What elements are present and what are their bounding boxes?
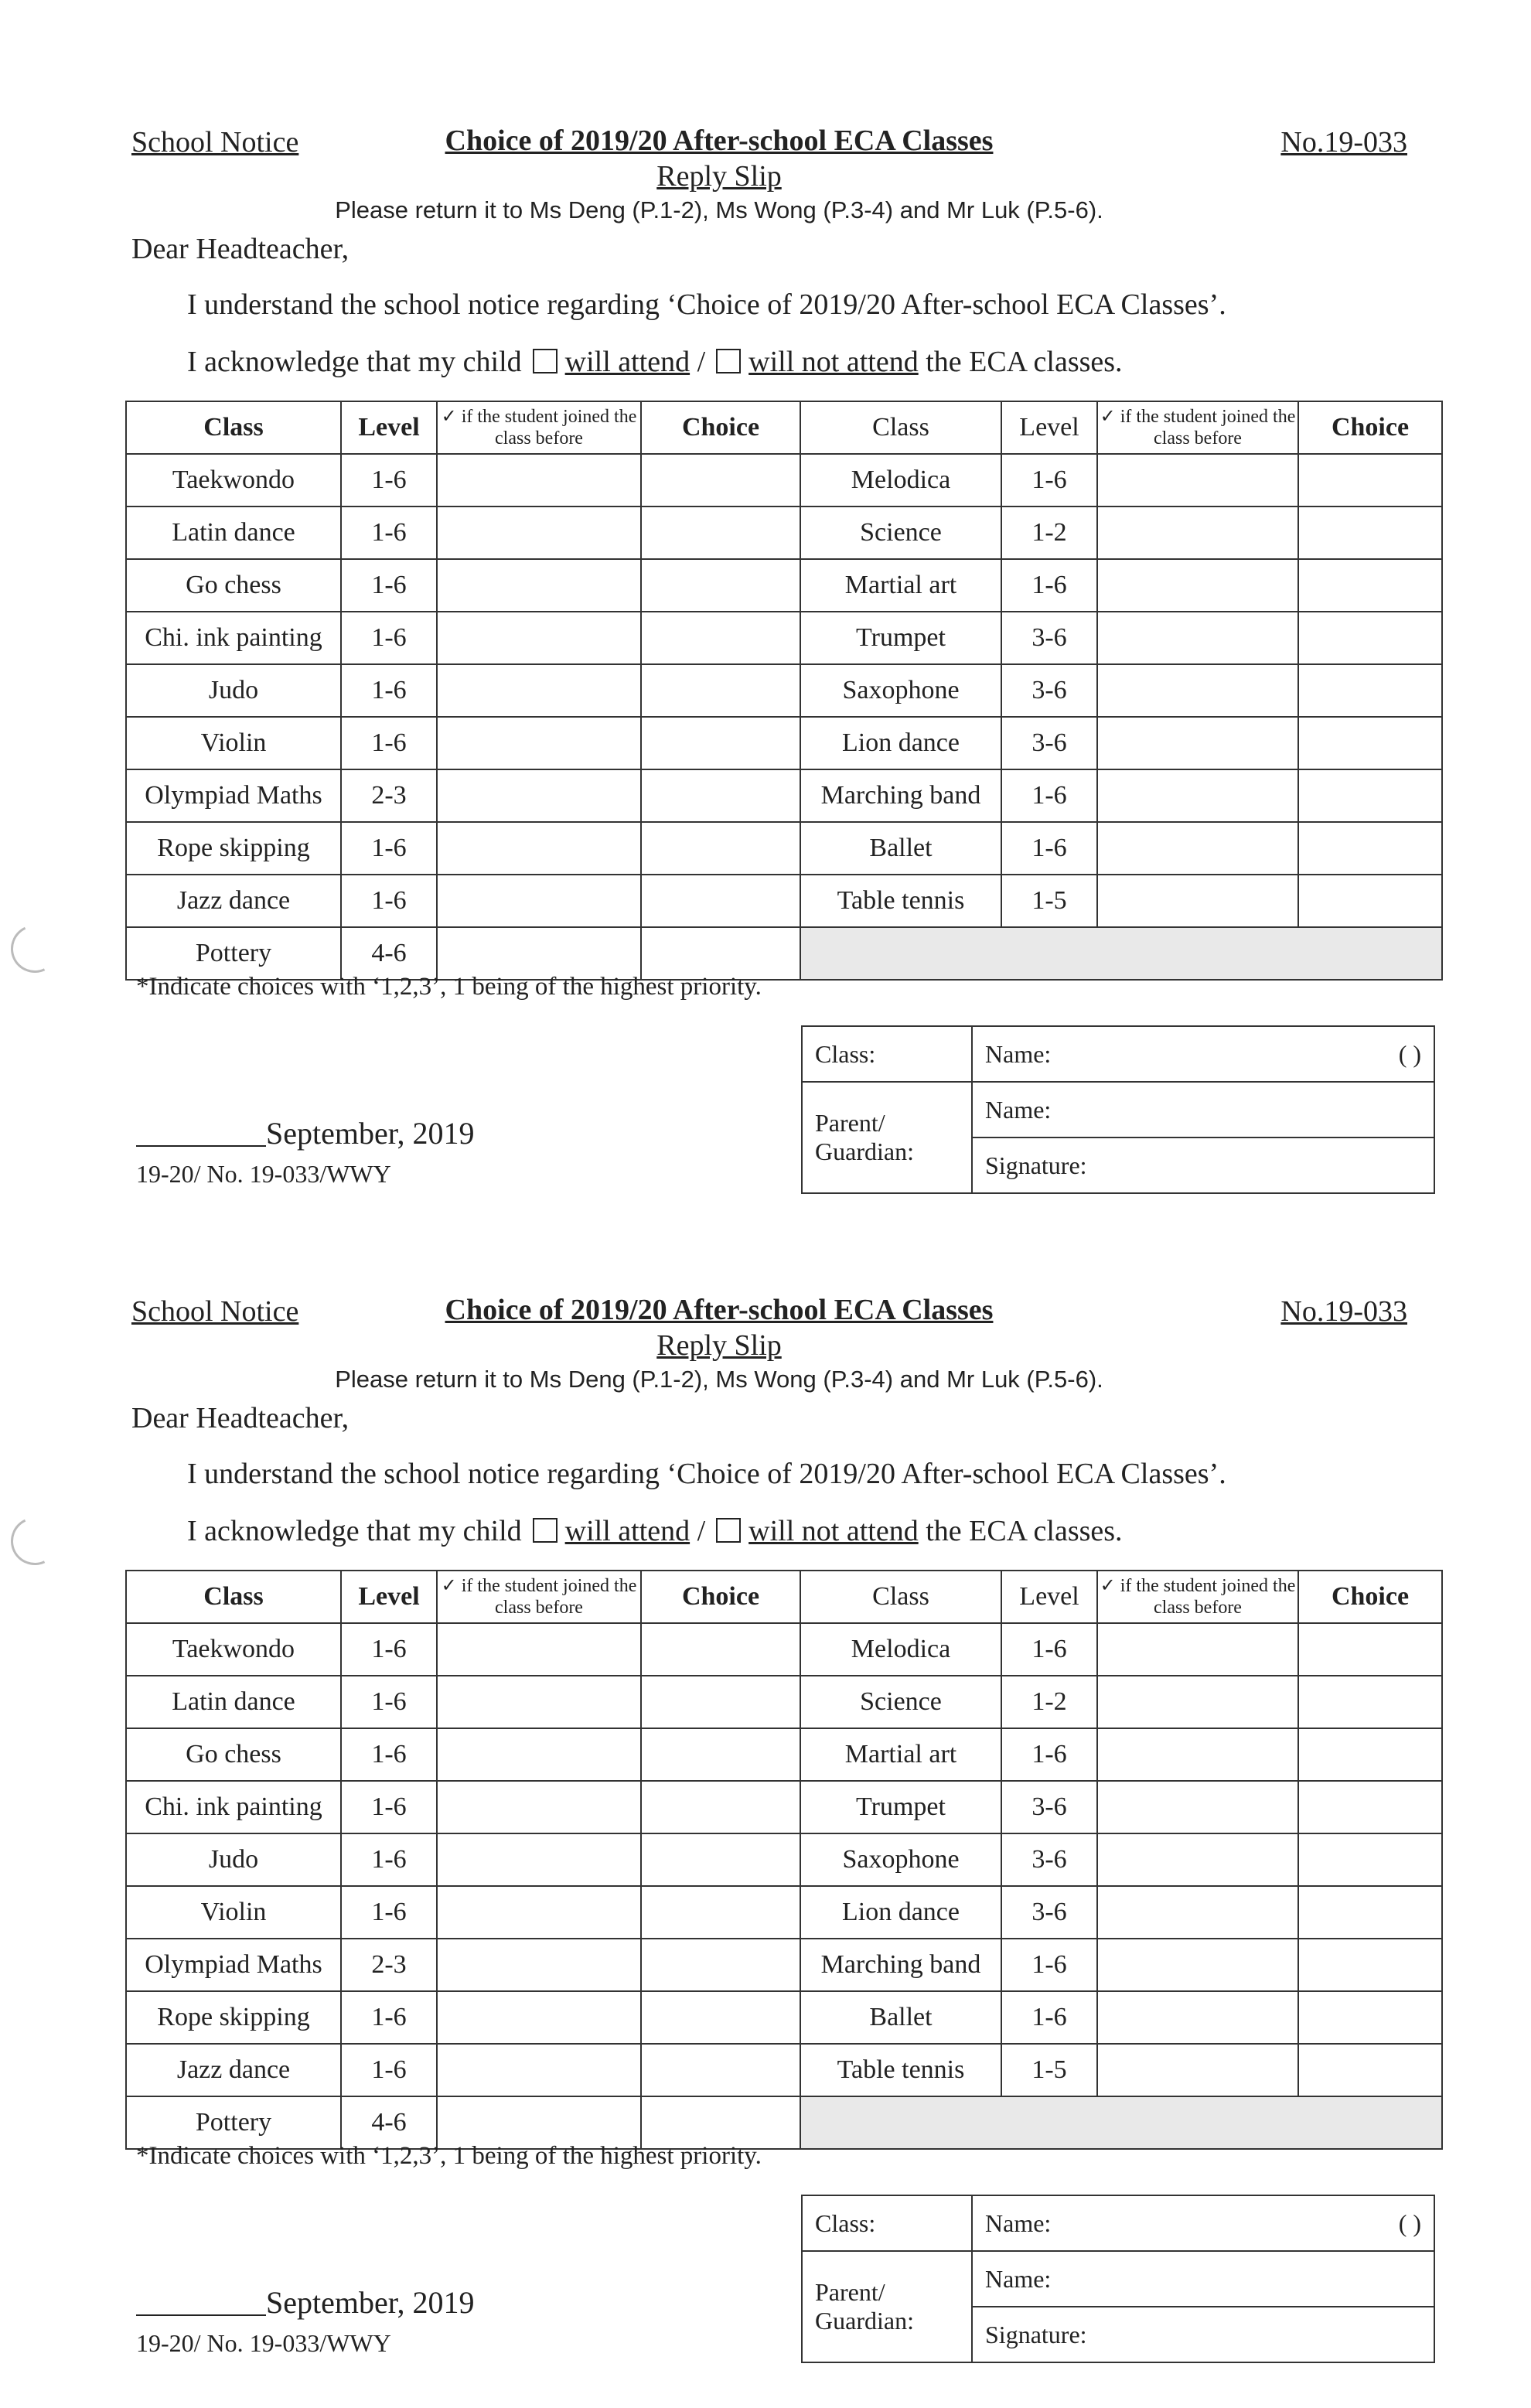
choice-cell[interactable]	[1298, 2044, 1442, 2096]
joined-before-cell[interactable]	[437, 927, 641, 980]
acknowledge-prefix: I acknowledge that my child	[187, 1515, 522, 1547]
choice-cell[interactable]	[641, 506, 800, 559]
choice-cell[interactable]	[1298, 1728, 1442, 1781]
table-row	[126, 927, 1442, 980]
level-cell: 3-6	[1001, 1833, 1097, 1886]
level-cell: 1-6	[1001, 1939, 1097, 1991]
header-joined-before: ✓ if the student joined the class before	[437, 401, 641, 454]
joined-before-cell[interactable]	[437, 717, 641, 769]
student-name-label: Name:	[985, 1039, 1052, 1068]
level-cell: 1-5	[1001, 2044, 1097, 2096]
class-name-cell: Martial art	[800, 1728, 1001, 1781]
priority-note	[136, 2142, 762, 2171]
table-row	[126, 559, 1442, 612]
choice-cell[interactable]	[1298, 769, 1442, 822]
class-name-cell: Judo	[126, 1833, 341, 1886]
acknowledge-prefix: I acknowledge that my child	[187, 346, 522, 378]
level-cell: 1-6	[341, 717, 437, 769]
header-level: Level	[341, 401, 437, 454]
choice-cell[interactable]	[1298, 1676, 1442, 1728]
joined-before-cell[interactable]	[1097, 454, 1298, 506]
joined-before-cell[interactable]	[1097, 2044, 1298, 2096]
class-name-cell: Jazz dance	[126, 2044, 341, 2096]
choice-cell[interactable]	[1298, 506, 1442, 559]
table-row	[126, 664, 1442, 717]
header-choice: Choice	[641, 1571, 800, 1623]
level-cell: 1-6	[1001, 454, 1097, 506]
class-name-cell: Ballet	[800, 822, 1001, 875]
table-row	[126, 506, 1442, 559]
level-cell: 1-6	[341, 559, 437, 612]
level-cell: 1-6	[341, 2044, 437, 2096]
choice-cell[interactable]	[1298, 1886, 1442, 1939]
level-cell: 3-6	[1001, 1886, 1097, 1939]
table-row	[126, 1833, 1442, 1886]
class-name-cell: Jazz dance	[126, 875, 341, 927]
reply-slip-subtitle: Reply Slip	[656, 1329, 782, 1362]
table-row	[126, 1676, 1442, 1728]
class-name-cell: Saxophone	[800, 1833, 1001, 1886]
empty-shaded-cell	[800, 927, 1442, 980]
header-choice: Choice	[641, 401, 800, 454]
choice-cell[interactable]	[641, 717, 800, 769]
level-cell: 2-3	[341, 1939, 437, 1991]
class-name-cell: Violin	[126, 717, 341, 769]
joined-before-cell[interactable]	[437, 1939, 641, 1991]
table-row	[126, 1623, 1442, 1676]
joined-before-cell[interactable]	[1097, 1781, 1298, 1833]
choice-cell[interactable]	[641, 454, 800, 506]
will-attend-label: will attend	[564, 1515, 690, 1547]
class-name-cell: Taekwondo	[126, 1623, 341, 1676]
level-cell: 4-6	[341, 927, 437, 980]
signature-field[interactable]	[972, 2307, 1434, 2362]
choice-cell[interactable]	[641, 769, 800, 822]
class-name-cell: Trumpet	[800, 1781, 1001, 1833]
date-line	[136, 1115, 474, 1151]
joined-before-cell[interactable]	[437, 1781, 641, 1833]
choice-cell[interactable]	[641, 2044, 800, 2096]
understanding-statement: I understand the school notice regarding ‘Choice of 2019/20 After-school ECA Classes’.	[187, 1458, 1226, 1490]
table-row	[126, 454, 1442, 506]
joined-before-cell[interactable]	[1097, 1939, 1298, 1991]
level-cell: 2-3	[341, 769, 437, 822]
joined-before-cell[interactable]	[437, 506, 641, 559]
joined-before-cell[interactable]	[437, 822, 641, 875]
choice-cell[interactable]	[1298, 1833, 1442, 1886]
joined-before-cell[interactable]	[437, 769, 641, 822]
acknowledgement-statement	[187, 1514, 1123, 1548]
joined-before-cell[interactable]	[437, 454, 641, 506]
header-choice: Choice	[1298, 1571, 1442, 1623]
date-blank[interactable]	[136, 2287, 266, 2316]
table-row	[126, 769, 1442, 822]
understanding-statement: I understand the school notice regarding ‘Choice of 2019/20 After-school ECA Classes’.	[187, 288, 1226, 321]
level-cell: 1-2	[1001, 1676, 1097, 1728]
joined-before-cell[interactable]	[1097, 506, 1298, 559]
level-cell: 1-6	[1001, 769, 1097, 822]
class-name-cell: Olympiad Maths	[126, 1939, 341, 1991]
choice-cell[interactable]	[1298, 1623, 1442, 1676]
header-joined-before: ✓ if the student joined the class before	[437, 1571, 641, 1623]
header-joined-before: ✓ if the student joined the class before	[1097, 1571, 1298, 1623]
joined-before-cell[interactable]	[1097, 559, 1298, 612]
priority-note-text: *Indicate choices with ‘1,2,3’, 1 being of the highest priority.	[136, 2142, 762, 2170]
joined-before-cell[interactable]	[437, 2096, 641, 2149]
notice-title: Choice of 2019/20 After-school ECA Classes	[445, 124, 994, 157]
class-field-label: Class:	[815, 2208, 876, 2237]
header-class: Class	[800, 1571, 1001, 1623]
parent-guardian-label: Parent/ Guardian:	[815, 2278, 914, 2335]
class-name-cell: Olympiad Maths	[126, 769, 341, 822]
joined-before-cell[interactable]	[1097, 1833, 1298, 1886]
class-name-cell: Pottery	[126, 2096, 341, 2149]
date-blank[interactable]	[136, 1117, 266, 1147]
class-name-cell: Go chess	[126, 1728, 341, 1781]
notice-title: Choice of 2019/20 After-school ECA Classes	[445, 1294, 994, 1326]
class-name-cell: Violin	[126, 1886, 341, 1939]
parent-name-label: Name:	[985, 1095, 1052, 1124]
level-cell: 1-6	[1001, 1728, 1097, 1781]
reply-slip-subtitle: Reply Slip	[656, 160, 782, 193]
table-row	[126, 612, 1442, 664]
table-header-row	[126, 1571, 1442, 1623]
student-name-label: Name:	[985, 2208, 1052, 2237]
level-cell: 1-6	[1001, 822, 1097, 875]
choice-cell[interactable]	[641, 1886, 800, 1939]
choice-cell[interactable]	[641, 1728, 800, 1781]
table-row	[126, 875, 1442, 927]
parent-guardian-label: Parent/ Guardian:	[815, 1109, 914, 1165]
choice-cell[interactable]	[1298, 664, 1442, 717]
level-cell: 3-6	[1001, 717, 1097, 769]
choice-cell[interactable]	[1298, 717, 1442, 769]
choice-cell[interactable]	[1298, 875, 1442, 927]
class-name-cell: Ballet	[800, 1991, 1001, 2044]
choice-cell[interactable]	[641, 1623, 800, 1676]
level-cell: 1-6	[341, 612, 437, 664]
priority-note-text: *Indicate choices with ‘1,2,3’, 1 being of the highest priority.	[136, 973, 762, 1001]
class-name-cell: Table tennis	[800, 2044, 1001, 2096]
class-field[interactable]	[802, 1026, 972, 1082]
class-name-cell: Martial art	[800, 559, 1001, 612]
table-row	[126, 1991, 1442, 2044]
class-name-cell: Science	[800, 1676, 1001, 1728]
date-text: September, 2019	[266, 1116, 475, 1151]
choice-cell[interactable]	[1298, 454, 1442, 506]
parent-name-field[interactable]	[972, 1082, 1434, 1137]
notice-number: No.19-033	[1280, 1295, 1407, 1328]
level-cell: 1-6	[341, 664, 437, 717]
class-number-paren: ( )	[1398, 1039, 1421, 1068]
table-header-row	[126, 401, 1442, 454]
table-row	[126, 2096, 1442, 2149]
student-name-field[interactable]	[972, 1026, 1434, 1082]
level-cell: 1-6	[341, 1886, 437, 1939]
level-cell: 1-2	[1001, 506, 1097, 559]
level-cell: 1-6	[1001, 1623, 1097, 1676]
will-attend-checkbox[interactable]	[533, 1518, 558, 1543]
level-cell: 1-6	[341, 506, 437, 559]
choice-cell[interactable]	[641, 2096, 800, 2149]
level-cell: 1-6	[1001, 1991, 1097, 2044]
option-separator: /	[697, 1515, 706, 1547]
return-instruction: Please return it to Ms Deng (P.1-2), Ms Wong (P.3-4) and Mr Luk (P.5-6).	[335, 196, 1103, 223]
header-level: Level	[341, 1571, 437, 1623]
signature-label: Signature:	[985, 2320, 1087, 2348]
level-cell: 1-6	[341, 1676, 437, 1728]
salutation: Dear Headteacher,	[131, 1402, 350, 1434]
class-name-cell: Lion dance	[800, 1886, 1001, 1939]
choice-cell[interactable]	[641, 1781, 800, 1833]
level-cell: 1-6	[341, 875, 437, 927]
joined-before-cell[interactable]	[1097, 1676, 1298, 1728]
school-notice-label: School Notice	[131, 126, 299, 159]
signature-box	[801, 2195, 1435, 2363]
will-not-attend-checkbox[interactable]	[716, 1518, 741, 1543]
class-name-cell: Go chess	[126, 559, 341, 612]
will-not-attend-label: will not attend	[748, 1515, 919, 1547]
level-cell: 1-6	[341, 1728, 437, 1781]
will-not-attend-checkbox[interactable]	[716, 349, 741, 373]
level-cell: 3-6	[1001, 1781, 1097, 1833]
class-name-cell: Rope skipping	[126, 1991, 341, 2044]
notice-number: No.19-033	[1280, 126, 1407, 159]
table-row	[126, 1939, 1442, 1991]
level-cell: 3-6	[1001, 664, 1097, 717]
level-cell: 3-6	[1001, 612, 1097, 664]
reference-number: 19-20/ No. 19-033/WWY	[136, 2329, 391, 2357]
joined-before-cell[interactable]	[1097, 664, 1298, 717]
signature-label: Signature:	[985, 1151, 1087, 1179]
joined-before-cell[interactable]	[1097, 1886, 1298, 1939]
choice-cell[interactable]	[641, 1991, 800, 2044]
class-name-cell: Melodica	[800, 454, 1001, 506]
class-name-cell: Marching band	[800, 1939, 1001, 1991]
joined-before-cell[interactable]	[1097, 875, 1298, 927]
class-name-cell: Taekwondo	[126, 454, 341, 506]
joined-before-cell[interactable]	[437, 559, 641, 612]
acknowledge-suffix: the ECA classes.	[926, 346, 1123, 378]
joined-before-cell[interactable]	[437, 1676, 641, 1728]
student-name-field[interactable]	[972, 2195, 1434, 2251]
header-level: Level	[1001, 1571, 1097, 1623]
joined-before-cell[interactable]	[1097, 612, 1298, 664]
priority-note	[136, 973, 762, 1001]
class-name-cell: Saxophone	[800, 664, 1001, 717]
class-name-cell: Melodica	[800, 1623, 1001, 1676]
header-class: Class	[800, 401, 1001, 454]
joined-before-cell[interactable]	[437, 612, 641, 664]
joined-before-cell[interactable]	[1097, 1991, 1298, 2044]
eca-class-table	[125, 1570, 1443, 2150]
header-choice: Choice	[1298, 401, 1442, 454]
choice-cell[interactable]	[1298, 612, 1442, 664]
class-name-cell: Science	[800, 506, 1001, 559]
reference-number: 19-20/ No. 19-033/WWY	[136, 1160, 391, 1188]
level-cell: 1-6	[341, 454, 437, 506]
header-class: Class	[126, 1571, 341, 1623]
joined-before-cell[interactable]	[437, 664, 641, 717]
option-separator: /	[697, 346, 706, 378]
table-row	[126, 1886, 1442, 1939]
table-row	[126, 1781, 1442, 1833]
choice-cell[interactable]	[641, 1833, 800, 1886]
joined-before-cell[interactable]	[1097, 717, 1298, 769]
header-level: Level	[1001, 401, 1097, 454]
eca-class-table	[125, 401, 1443, 981]
joined-before-cell[interactable]	[437, 1886, 641, 1939]
choice-cell[interactable]	[1298, 822, 1442, 875]
table-row	[126, 717, 1442, 769]
choice-cell[interactable]	[641, 664, 800, 717]
school-notice-label: School Notice	[131, 1295, 299, 1328]
header-class: Class	[126, 401, 341, 454]
class-name-cell: Marching band	[800, 769, 1001, 822]
choice-cell[interactable]	[641, 927, 800, 980]
level-cell: 1-6	[341, 1833, 437, 1886]
reply-slip	[0, 1169, 1531, 2357]
choice-cell[interactable]	[1298, 1991, 1442, 2044]
salutation: Dear Headteacher,	[131, 233, 350, 265]
choice-cell[interactable]	[1298, 559, 1442, 612]
parent-name-label: Name:	[985, 2264, 1052, 2293]
will-not-attend-label: will not attend	[748, 346, 919, 378]
parent-name-field[interactable]	[972, 2251, 1434, 2307]
class-name-cell: Judo	[126, 664, 341, 717]
table-row	[126, 2044, 1442, 2096]
level-cell: 1-6	[1001, 559, 1097, 612]
class-name-cell: Trumpet	[800, 612, 1001, 664]
joined-before-cell[interactable]	[437, 1991, 641, 2044]
class-name-cell: Pottery	[126, 927, 341, 980]
class-number-paren: ( )	[1398, 2208, 1421, 2237]
level-cell: 1-6	[341, 1623, 437, 1676]
joined-before-cell[interactable]	[437, 1623, 641, 1676]
class-name-cell: Latin dance	[126, 506, 341, 559]
joined-before-cell[interactable]	[437, 875, 641, 927]
joined-before-cell[interactable]	[437, 1833, 641, 1886]
date-line	[136, 2284, 474, 2321]
choice-cell[interactable]	[641, 875, 800, 927]
class-name-cell: Lion dance	[800, 717, 1001, 769]
return-instruction: Please return it to Ms Deng (P.1-2), Ms Wong (P.3-4) and Mr Luk (P.5-6).	[335, 1366, 1103, 1393]
joined-before-cell[interactable]	[1097, 1728, 1298, 1781]
reply-slip	[0, 0, 1531, 1188]
header-joined-before: ✓ if the student joined the class before	[1097, 401, 1298, 454]
level-cell: 1-5	[1001, 875, 1097, 927]
parent-guardian-label-cell	[802, 2251, 972, 2362]
class-name-cell: Table tennis	[800, 875, 1001, 927]
class-field[interactable]	[802, 2195, 972, 2251]
choice-cell[interactable]	[641, 612, 800, 664]
class-name-cell: Latin dance	[126, 1676, 341, 1728]
choice-cell[interactable]	[641, 1676, 800, 1728]
class-field-label: Class:	[815, 1039, 876, 1068]
joined-before-cell[interactable]	[1097, 1623, 1298, 1676]
choice-cell[interactable]	[641, 1939, 800, 1991]
class-name-cell: Chi. ink painting	[126, 612, 341, 664]
empty-shaded-cell	[800, 2096, 1442, 2149]
class-name-cell: Chi. ink painting	[126, 1781, 341, 1833]
choice-cell[interactable]	[1298, 1939, 1442, 1991]
joined-before-cell[interactable]	[437, 2044, 641, 2096]
acknowledge-suffix: the ECA classes.	[926, 1515, 1123, 1547]
will-attend-label: will attend	[564, 346, 690, 378]
choice-cell[interactable]	[641, 559, 800, 612]
joined-before-cell[interactable]	[1097, 769, 1298, 822]
choice-cell[interactable]	[1298, 1781, 1442, 1833]
date-text: September, 2019	[266, 2285, 475, 2320]
class-name-cell: Rope skipping	[126, 822, 341, 875]
level-cell: 4-6	[341, 2096, 437, 2149]
level-cell: 1-6	[341, 822, 437, 875]
joined-before-cell[interactable]	[437, 1728, 641, 1781]
will-attend-checkbox[interactable]	[533, 349, 558, 373]
level-cell: 1-6	[341, 1991, 437, 2044]
table-row	[126, 1728, 1442, 1781]
choice-cell[interactable]	[641, 822, 800, 875]
joined-before-cell[interactable]	[1097, 822, 1298, 875]
level-cell: 1-6	[341, 1781, 437, 1833]
acknowledgement-statement	[187, 345, 1123, 379]
table-row	[126, 822, 1442, 875]
